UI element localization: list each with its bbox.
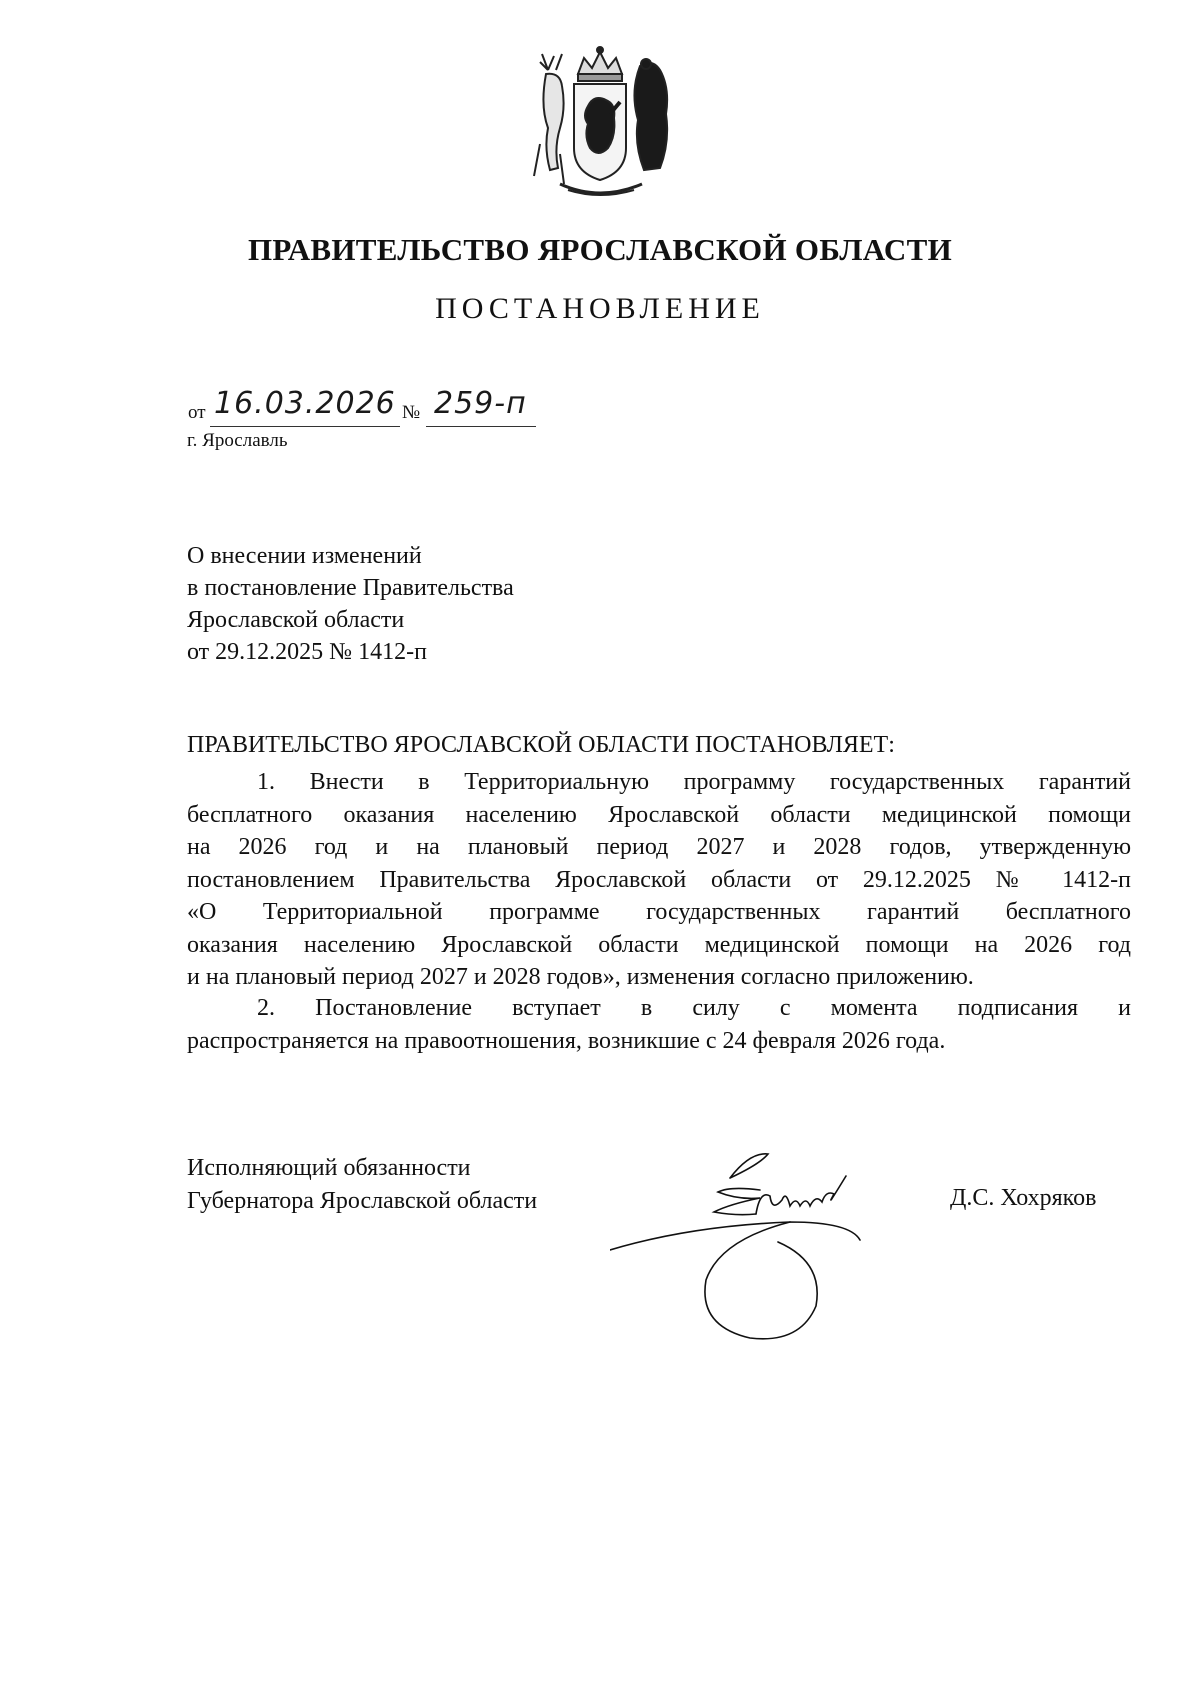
subject-line: О внесении изменений — [187, 543, 422, 569]
paragraph-line: 2. Постановление вступает в силу с момента подписания и — [257, 995, 1131, 1021]
signatory-position — [187, 1152, 537, 1218]
number-prefix: № — [402, 402, 421, 423]
paragraph-line: бесплатного оказания населению Ярославской области медицинской помощи — [187, 801, 1131, 828]
paragraph-2 — [187, 992, 1131, 1057]
paragraph-line: 1. Внести в Территориальную программу государственных гарантий — [257, 769, 1131, 795]
position-line: Исполняющий обязанности — [187, 1155, 471, 1181]
date-underline — [210, 426, 400, 427]
handwritten-number: 259-п — [434, 386, 527, 421]
paragraph-line: на 2026 год и на плановый период 2027 и 2028 годов, утвержденную — [187, 834, 1131, 860]
subject-line: в постановление Правительства — [187, 575, 514, 601]
paragraph-1 — [187, 766, 1131, 994]
handwritten-date: 16.03.2026 — [214, 386, 396, 421]
document-subject — [187, 540, 514, 668]
paragraph-line: и на плановый период 2027 и 2028 годов», изменения согласно приложению. — [187, 964, 974, 990]
organization-title: ПРАВИТЕЛЬСТВО ЯРОСЛАВСКОЙ ОБЛАСТИ — [248, 232, 952, 267]
city-name: г. Ярославль — [187, 430, 288, 451]
paragraph-line: постановлением Правительства Ярославской области от 29.12.2025 № 1412-п — [187, 866, 1131, 893]
paragraph-line: распространяется на правоотношения, возникшие с 24 февраля 2026 года. — [187, 1027, 946, 1054]
handwritten-signature — [610, 1130, 950, 1380]
registration-line — [188, 386, 588, 432]
subject-line: от 29.12.2025 № 1412-п — [187, 639, 427, 665]
number-underline — [426, 426, 536, 427]
paragraph-line: «О Территориальной программе государственных гарантий бесплатного — [187, 899, 1131, 925]
date-prefix: от — [188, 402, 206, 423]
signer-name: Д.С. Хохряков — [950, 1185, 1097, 1211]
paragraph-line: оказания населению Ярославской области медицинской помощи на 2026 год — [187, 931, 1131, 958]
decree-heading: ПРАВИТЕЛЬСТВО ЯРОСЛАВСКОЙ ОБЛАСТИ ПОСТАНОВЛЯЕТ: — [187, 732, 895, 758]
coat-of-arms-icon — [520, 44, 680, 204]
document-type: ПОСТАНОВЛЕНИЕ — [435, 292, 765, 325]
subject-line: Ярославской области — [187, 607, 405, 633]
position-line: Губернатора Ярославской области — [187, 1188, 538, 1214]
